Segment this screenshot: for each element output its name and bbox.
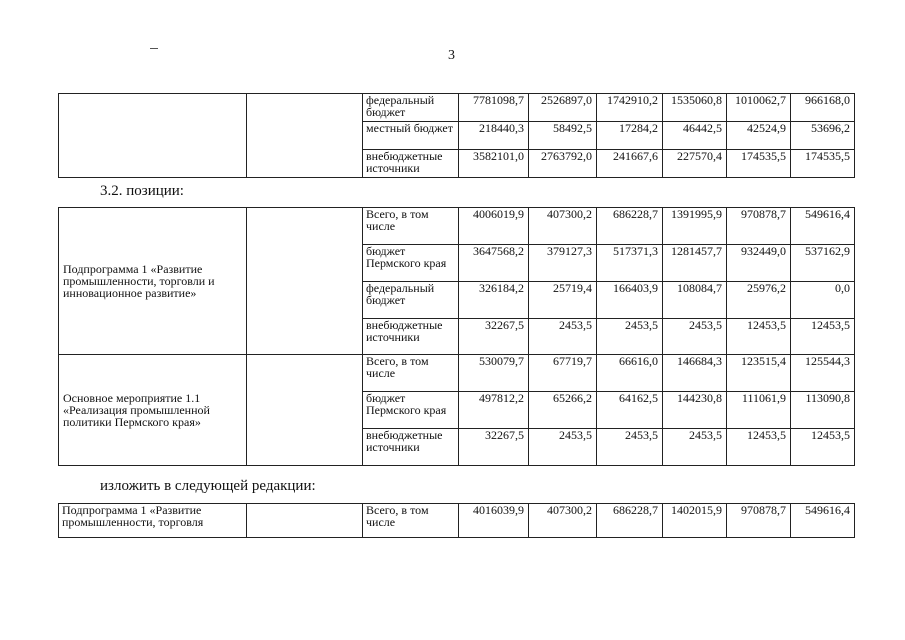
program-name-cell: Основное мероприятие 1.1 «Реализация промышленной политики Пермского края» <box>59 355 247 466</box>
source-cell: внебюджетные источники <box>363 150 459 178</box>
section-heading-positions: 3.2. позиции: <box>100 183 184 199</box>
value-cell: 2453,5 <box>529 429 597 466</box>
value-cell: 241667,6 <box>597 150 663 178</box>
table-continuation <box>58 93 855 178</box>
program-name-cell: Подпрограмма 1 «Развитие промышленности, торговля <box>59 504 247 538</box>
value-cell: 67719,7 <box>529 355 597 392</box>
source-cell: федеральный бюджет <box>363 282 459 319</box>
value-cell: 966168,0 <box>791 94 855 122</box>
source-cell: Всего, в том числе <box>363 208 459 245</box>
value-cell: 227570,4 <box>663 150 727 178</box>
source-cell: Всего, в том числе <box>363 504 459 538</box>
scan-artifact <box>150 48 158 49</box>
value-cell: 2453,5 <box>597 429 663 466</box>
value-cell: 2453,5 <box>663 429 727 466</box>
value-cell: 549616,4 <box>791 208 855 245</box>
value-cell: 686228,7 <box>597 504 663 538</box>
value-cell: 2526897,0 <box>529 94 597 122</box>
value-cell: 326184,2 <box>459 282 529 319</box>
value-cell: 108084,7 <box>663 282 727 319</box>
value-cell: 1010062,7 <box>727 94 791 122</box>
empty-cell <box>247 208 363 355</box>
value-cell: 4016039,9 <box>459 504 529 538</box>
source-cell: Всего, в том числе <box>363 355 459 392</box>
source-cell: бюджет Пермского края <box>363 245 459 282</box>
value-cell: 530079,7 <box>459 355 529 392</box>
value-cell: 53696,2 <box>791 122 855 150</box>
value-cell: 407300,2 <box>529 504 597 538</box>
value-cell: 166403,9 <box>597 282 663 319</box>
program-name-cell: Подпрограмма 1 «Развитие промышленности, торговли и инновационное развитие» <box>59 208 247 355</box>
value-cell: 2453,5 <box>529 319 597 355</box>
value-cell: 537162,9 <box>791 245 855 282</box>
value-cell: 146684,3 <box>663 355 727 392</box>
value-cell: 2763792,0 <box>529 150 597 178</box>
value-cell: 970878,7 <box>727 208 791 245</box>
value-cell: 1535060,8 <box>663 94 727 122</box>
value-cell: 4006019,9 <box>459 208 529 245</box>
table-row <box>59 504 855 538</box>
empty-cell <box>247 504 363 538</box>
value-cell: 407300,2 <box>529 208 597 245</box>
value-cell: 970878,7 <box>727 504 791 538</box>
value-cell: 2453,5 <box>663 319 727 355</box>
value-cell: 25976,2 <box>727 282 791 319</box>
value-cell: 686228,7 <box>597 208 663 245</box>
value-cell: 123515,4 <box>727 355 791 392</box>
empty-cell <box>59 94 247 178</box>
value-cell: 113090,8 <box>791 392 855 429</box>
empty-cell <box>247 94 363 178</box>
value-cell: 517371,3 <box>597 245 663 282</box>
value-cell: 58492,5 <box>529 122 597 150</box>
value-cell: 46442,5 <box>663 122 727 150</box>
page-number: 3 <box>448 48 455 63</box>
value-cell: 64162,5 <box>597 392 663 429</box>
value-cell: 497812,2 <box>459 392 529 429</box>
value-cell: 12453,5 <box>791 319 855 355</box>
value-cell: 1281457,7 <box>663 245 727 282</box>
value-cell: 12453,5 <box>727 429 791 466</box>
value-cell: 549616,4 <box>791 504 855 538</box>
source-cell: бюджет Пермского края <box>363 392 459 429</box>
table-row <box>59 94 855 122</box>
value-cell: 42524,9 <box>727 122 791 150</box>
value-cell: 174535,5 <box>791 150 855 178</box>
value-cell: 7781098,7 <box>459 94 529 122</box>
value-cell: 1402015,9 <box>663 504 727 538</box>
value-cell: 3582101,0 <box>459 150 529 178</box>
table-positions <box>58 207 855 466</box>
value-cell: 379127,3 <box>529 245 597 282</box>
source-cell: внебюджетные источники <box>363 319 459 355</box>
value-cell: 12453,5 <box>791 429 855 466</box>
source-cell: местный бюджет <box>363 122 459 150</box>
value-cell: 111061,9 <box>727 392 791 429</box>
value-cell: 0,0 <box>791 282 855 319</box>
value-cell: 17284,2 <box>597 122 663 150</box>
value-cell: 66616,0 <box>597 355 663 392</box>
source-cell: внебюджетные источники <box>363 429 459 466</box>
value-cell: 1391995,9 <box>663 208 727 245</box>
value-cell: 932449,0 <box>727 245 791 282</box>
value-cell: 125544,3 <box>791 355 855 392</box>
section-heading-new-edition: изложить в следующей редакции: <box>100 478 316 494</box>
table-row <box>59 208 855 245</box>
value-cell: 65266,2 <box>529 392 597 429</box>
value-cell: 218440,3 <box>459 122 529 150</box>
value-cell: 3647568,2 <box>459 245 529 282</box>
source-cell: федеральный бюджет <box>363 94 459 122</box>
value-cell: 32267,5 <box>459 319 529 355</box>
value-cell: 1742910,2 <box>597 94 663 122</box>
table-row <box>59 355 855 392</box>
value-cell: 144230,8 <box>663 392 727 429</box>
value-cell: 174535,5 <box>727 150 791 178</box>
table-new-edition <box>58 503 855 538</box>
value-cell: 25719,4 <box>529 282 597 319</box>
value-cell: 12453,5 <box>727 319 791 355</box>
empty-cell <box>247 355 363 466</box>
value-cell: 32267,5 <box>459 429 529 466</box>
value-cell: 2453,5 <box>597 319 663 355</box>
